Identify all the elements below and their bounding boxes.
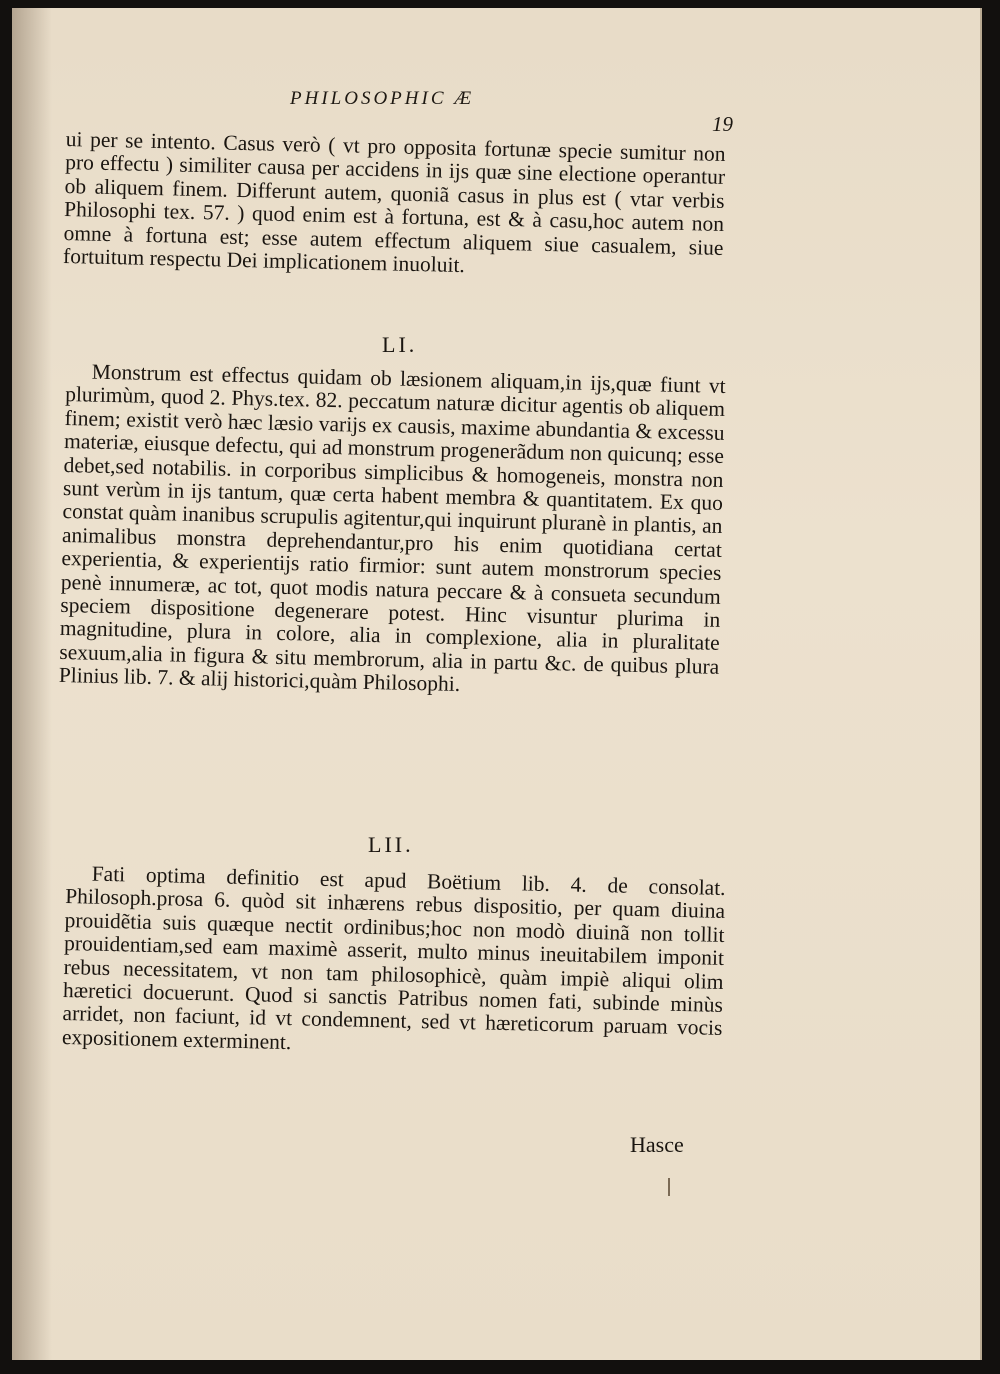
running-head: PHILOSOPHIC Æ: [290, 88, 475, 109]
paragraph-3: Fati optima definitio est apud Boëtium lib. 4. de consolat. Philosoph.prosa 6. quòd sit inhærens rebus dispositio, per quam diuina prouidẽtia suis quæque nectit ordinibus;hoc non modò diuinã non tollit prouidentiam,sed eam maximè asserit, multo minus ineuitabilem imponit rebus necessitatem, vt non tam philosophicè, quàm impiè aliqui olim hæretici docuerunt. Quod si sanctis Patribus nomen fati, subinde minùs arridet, non faciunt, id vt condemnent, sed vt hæreticorum paruam vocis expositionem exterminent.: [61, 861, 726, 1054]
paragraph-1: ui per se intento. Casus verò ( vt pro opposita fortunæ specie sumitur non pro effectu ) similiter causa per accidens in ijs quæ sine electione operantur ob aliquem finem. Differunt autem, quoniã casus in plus est ( vtar verbis Philosophi tex. 57. ) quod enim est à fortuna, est & à casu,hoc autem non omne à fortuna est; esse autem effectum aliquem siue casualem, siue fortuitum respectu Dei implicationem inuoluit.: [62, 127, 726, 278]
page-mark: [668, 1178, 670, 1196]
catchword: Hasce: [630, 1132, 684, 1157]
paragraph-2: Monstrum est effectus quidam ob læsionem aliquam,in ijs,quæ fiunt vt plurimùm, quod 2. Phys.tex. 82. peccatum naturæ dicitur agentis ob aliquem finem; existit verò hæc læsio varijs ex causis, maxime abundantia & excessu materiæ, eiusque defectu, qui ad monstrum progenerãdum non quicunq; esse debet,sed notabilis. in corporibus simplicibus & homogeneis, monstra non sunt verùm in ijs tantum, quæ certa habent membra & quantitatem. Ex quo constat quàm inanibus scrupulis agitentur,qui inquirunt pluranè in plantis, an animalibus monstra deprehendantur,pro his enim quotidiana certat experientia, & experientijs ratio firmior: sunt autem monstrorum species penè innumeræ, ac tot, quot modis natura peccare & à consueta secundum speciem dispositione degenerare potest. Hinc visuntur plurima in magnitudine, plura in colore, alia in complexione, alia in pluralitate sexuum,alia in figura & situ membrorum, alia in partu &c. de quibus plura Plinius lib. 7. & alij historici,quàm Philosophi.: [58, 359, 726, 697]
page-number: 19: [712, 112, 733, 136]
gutter-shadow: [12, 8, 52, 1360]
section-heading-lii: LII.: [368, 832, 414, 857]
section-heading-li: LI.: [382, 332, 418, 357]
